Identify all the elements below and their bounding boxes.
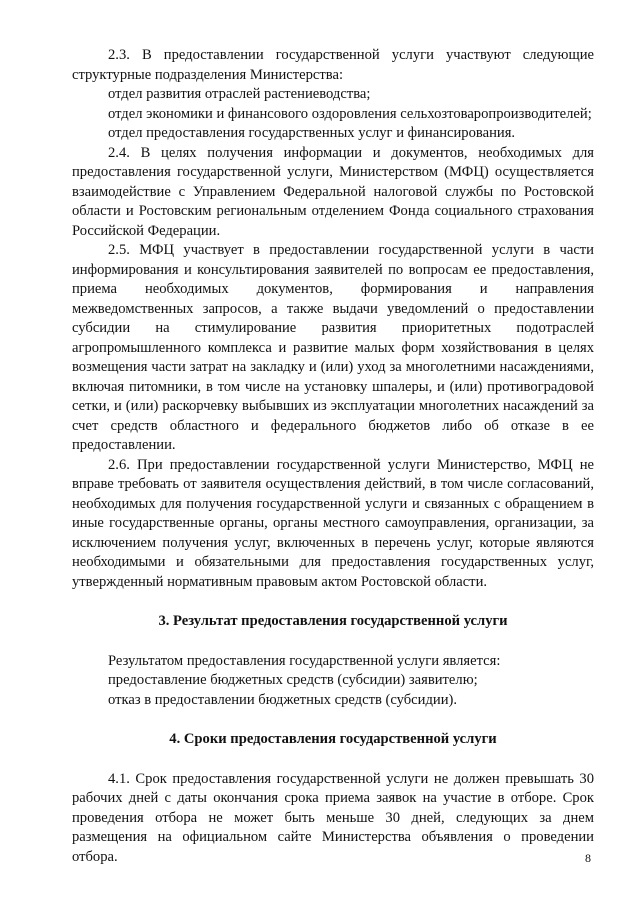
list-item: отдел развития отраслей растениеводства; (108, 86, 371, 102)
section-4-heading: 4. Сроки предоставления государственной услуги (169, 731, 497, 747)
list-item: предоставление бюджетных средств (субсидии) заявителю; (108, 672, 478, 688)
paragraph-4-1: 4.1. Срок предоставления государственной услуги не должен превышать 30 рабочих дней с даты окончания срока приема заявок на участие в отборе. Срок проведения отбора не может быть меньше 30 дней, следующих за днем размещения на официальном сайте Министерства объявления о проведении отбора. (72, 770, 594, 865)
list-item: отдел экономики и финансового оздоровления сельхозтоваропроизводителей; (108, 105, 592, 122)
list-item: отказ в предоставлении бюджетных средств (субсидии). (108, 691, 458, 708)
paragraph-2-4: 2.4. В целях получения информации и документов, необходимых для предоставления государственной услуги, Министерством (МФЦ) осуществляется взаимодействие с Управлением Федеральной налоговой службы по Ростовской области и Ростовским региональным отделением Фонда социального страхования Российской Федерации. (72, 144, 594, 239)
section-3-heading: 3. Результат предоставления государственной услуги (158, 613, 508, 629)
page-number: 8 (585, 851, 591, 865)
paragraph-2-6: 2.6. При предоставлении государственной услуги Министерство, МФЦ не вправе требовать от заявителя осуществления действий, в том числе согласований, необходимых для получения государственной услуги и связанных с обращением в иные государственные органы, органы местного самоуправления, организации, за исключением получения услуг, включенных в перечень услуг, которые являются необходимыми и обязательными для предоставления государственных услуг, утвержденный нормативным правовым актом Ростовской области. (72, 456, 594, 590)
section-3-intro: Результатом предоставления государственной услуги является: (108, 652, 501, 669)
list-item: отдел предоставления государственных услуг и финансирования. (108, 125, 516, 141)
document-body (72, 46, 594, 867)
paragraph-2-3-intro: 2.3. В предоставлении государственной услуги участвуют следующие структурные подразделения Министерства: (72, 47, 594, 83)
paragraph-2-5: 2.5. МФЦ участвует в предоставлении государственной услуги в части информирования и консультирования заявителей по вопросам ее предоставления, приема необходимых документов, формирования и направления межведомственных запросов, а также выдачи уведомлений о предоставлении субсидии на стимулирование развития приоритетных подотраслей агропромышленного комплекса и развитие малых форм хозяйствования в целях возмещения части затрат на закладку и (или) уход за многолетними насаждениями, включая питомники, в том числе на установку шпалеры, и (или) противоградовой сетки, и (или) раскорчевку выбывших из эксплуатации многолетних насаждений за счет средств областного и федерального бюджетов либо об отказе в ее предоставлении. (72, 242, 594, 453)
